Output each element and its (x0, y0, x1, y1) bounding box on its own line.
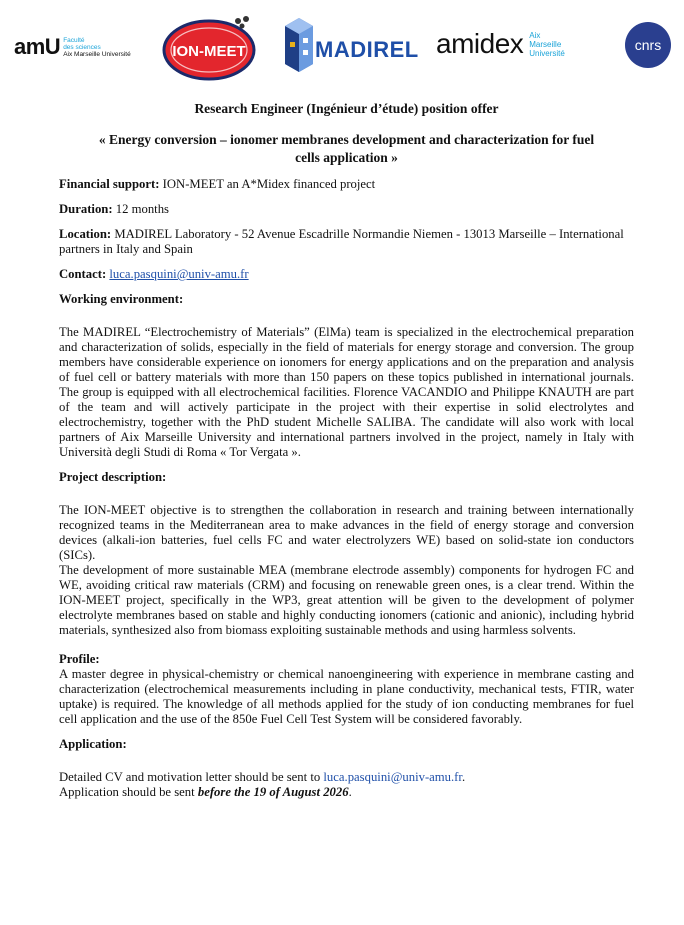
cnrs-logo-text: cnrs (634, 37, 662, 53)
amu-logo-subtext: Faculté des sciences Aix Marseille Université (63, 36, 131, 58)
working-environment-heading: Working environment: (59, 292, 184, 306)
profile-text: A master degree in physical-chemistry or chemical nanoengineering with experience in membrane casting and characterization (electrochemical measurements including in plane conductivity, mechanical tests, FTIR, water uptake) is required. The knowledge of all methods applied for the study of ion conducting membranes for fuel cell application and the use of the 850e Fuel Cell Test System will be considered favorably. (59, 667, 634, 726)
ion-meet-logo-text: ION-MEET (172, 43, 246, 60)
cnrs-logo (624, 21, 672, 69)
application-line-1: Detailed CV and motivation letter should be sent to luca.pasquini@univ-amu.fr. (59, 770, 466, 784)
contact: Contact: luca.pasquini@univ-amu.fr (59, 267, 249, 281)
working-environment-text: The MADIREL “Electrochemistry of Materials” (ElMa) team is specialized in the electrochemical preparation and characterization of solids, especially in the field of materials for energy storage and conversion. The group members have considerable experience on ionomers for energy applications and on the preparation and analysis of fuel cell or battery materials with more than 150 papers on these topics published in international journals. The group is equipped with all electrochemical facilities. Florence VACANDIO and Philippe KNAUTH are part of the team and will actively participate in the project with their expertise in solid electrolytes and electrochemistry, together with the PhD student Michelle SALIBA. The candidate will also work with local partners of Aix Marseille University and international partners involved in the project, namely in Italy with Università degli Studi di Roma « Tor Vergata ». (59, 325, 634, 459)
madirel-logo (281, 12, 421, 78)
application-line-2: Application should be sent before the 19 of August 2026. (59, 785, 352, 799)
ion-meet-logo (160, 12, 258, 82)
logo-bar (0, 0, 684, 88)
application-heading: Application: (59, 737, 127, 751)
project-description-heading: Project description: (59, 470, 167, 484)
contact-email-link[interactable]: luca.pasquini@univ-amu.fr (109, 267, 249, 281)
job-offer-document (59, 101, 634, 800)
project-description-text-2: The development of more sustainable MEA (membrane electrode assembly) components for hydrogen FC and WE, avoiding critical raw materials (CRM) and focusing on renewable green ones, is a clear trend. Within the ION-MEET project, specifically in the WP3, great attention will be given to the development of polymer electrolyte membranes based on stable and highly conducting ionomers (cationic and anionic), including hybrid materials, synthesized also from biomass exploiting sustainable methods and using harmless solvents. (59, 563, 634, 637)
document-subtitle: « Energy conversion – ionomer membranes development and characterization for fuel cells application » (98, 132, 595, 165)
project-description-text-1: The ION-MEET objective is to strengthen the collaboration in research and training between internationally recognized teams in the Mediterranean area to make advances in the field of energy storage and conversion devices (alkali-ion batteries, fuel cells FC and water electrolyzers WE) based on solid-state ion conductors (SICs). (59, 503, 634, 562)
profile-heading: Profile: (59, 652, 100, 666)
application-email-link[interactable]: luca.pasquini@univ-amu.fr (323, 770, 462, 784)
amidex-logo (436, 28, 565, 60)
document-title: Research Engineer (Ingénieur d’étude) position offer (194, 101, 499, 116)
financial-support: Financial support: ION-MEET an A*Midex financed project (59, 177, 376, 191)
application-deadline: before the 19 of August 2026 (197, 785, 349, 799)
duration: Duration: 12 months (59, 202, 169, 216)
location: Location: MADIREL Laboratory - 52 Avenue Escadrille Normandie Niemen - 13013 Marseille – International partners in Italy and Spain (59, 227, 624, 256)
amidex-logo-text: amidex (436, 28, 524, 59)
amu-logo (14, 34, 131, 60)
madirel-logo-text: MADIREL (315, 37, 419, 62)
amu-logo-text: amU (14, 34, 61, 59)
amidex-logo-subtext: Aix Marseille Université (529, 30, 565, 58)
